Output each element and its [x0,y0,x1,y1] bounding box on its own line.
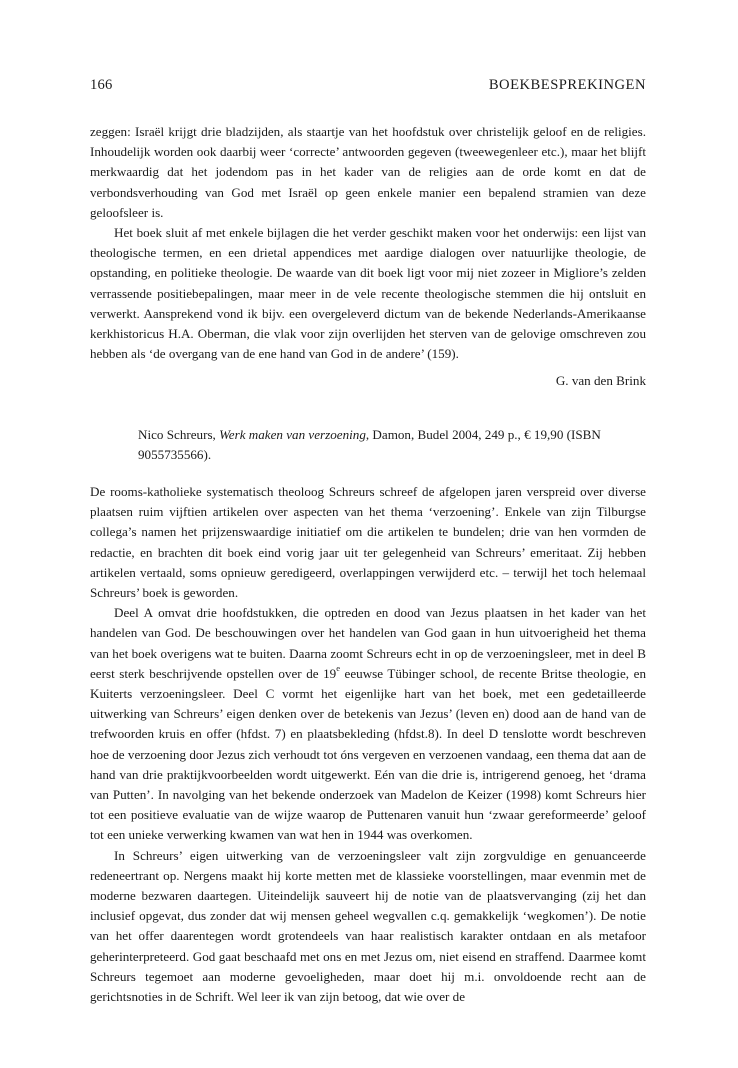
paragraph: In Schreurs’ eigen uitwerking van de verzoeningsleer valt zijn zorgvuldige en genuanceerde redeneertrant op. Nergens maakt hij korte metten met de klassieke voorstellingen, maar evenmin met de moderne bezwaren daartegen. Uiteindelijk sauveert hij de notie van de plaatsvervanging (zij het dan inclusief opgevat, dus zonder dat wij mensen geheel wegvallen c.q. gemakkelijk ‘wegkomen’). De notie van het offer daarentegen wordt grotendeels van haar realistisch karakter ontdaan en als metafoor geherinterpreteerd. God gaat beschaafd met ons en met Jezus om, niet eisend en straffend. Daarmee komt Schreurs tegemoet aan moderne gevoeligheden, maar doet hij m.i. onvoldoende recht aan de gerichtsnoties in de Schrift. Wel leer ik van zijn betoog, dat wie over de [90,847,646,1005]
citation-author: Nico Schreurs, [138,427,220,442]
running-title: BOEKBESPREKINGEN [488,77,646,93]
review-1-continuation [90,122,646,364]
paragraph: Het boek sluit af met enkele bijlagen die het verder geschikt maken voor het onderwijs: een lijst van theologische termen, en een drietal appendices met aardige dialogen over natuurlijke theologie, de opstanding, en politieke theologie. De waarde van dit boek ligt voor mij niet zozeer in Migliore’s zelden verrassende positiebepalingen, maar meer in de vele recente theologische stemmen die hij ontsluit en verwerkt. Aansprekend vond ik bijv. een overgeleverd dictum van de bekende Nederlands-Amerikaanse kerkhistoricus H.A. Oberman, die vlak voor zijn overlijden het sterven van de gelovige omschreven zou hebben als ‘de overgang van de ene hand van God in de andere’ (159). [90,225,646,362]
paragraph: zeggen: Israël krijgt drie bladzijden, als staartje van het hoofdstuk over christelijk geloof en de religies. Inhoudelijk worden ook daarbij weer ‘correcte’ antwoorden gegeven (tweewegenleer etc.), maar het blijft merkwaardig dat het jodendom pas in het kader van de religies aan de orde komt en dat de verbondsverhouding van God met Israël op geen enkele manier een bepalend stramien van deze geloofsleer is. [90,124,646,220]
paragraph-text: eeuwse Tübinger school, de recente Britse theologie, en Kuiterts verzoeningsleer. Deel C vormt het eigenlijke hart van het boek, met een gedetailleerde uitwerking van Schreurs’ eigen denken over de betekenis van Jezus’ (leven en) dood aan de hand van de trefwoorden kruis en offer (hfdst. 7) en plaatsbekleding (hfdst.8). In deel D tenslotte wordt beschreven hoe de verzoening door Jezus zich verhoudt tot óns vergeven en verzoenen vandaag, een thema dat aan de hand van drie praktijkvoorbeelden wordt uitgewerkt. Eén van die drie is, intrigerend genoeg, het ‘drama van Putten’. In navolging van het bekende onderzoek van Madelon de Keizer (1998) komt Schreurs hier tot een positieve evaluatie van de wijze waarop de Puttenaren vanuit hun ‘zwaar gereformeerde’ geloof tot een unieke verwerking kwamen van wat hen in 1944 was overkomen. [90,665,646,843]
paragraph: De rooms-katholieke systematisch theoloog Schreurs schreef de afgelopen jaren verspreid over diverse plaatsen ruim vijftien artikelen over aspecten van het thema ‘verzoening’. Enkele van zijn Tilburgse collega’s namen het prijzenswaardige initiatief om die artikelen te bundelen; drie van hen vormden de redactie, en brachten dit boek eind vorig jaar uit ter gelegenheid van Schreurs’ emeritaat. Zij hebben artikelen vertaald, soms opnieuw geredigeerd, overlappingen verwijderd etc. – terwijl het toch helemaal Schreurs’ boek is geworden. [90,484,646,601]
paragraph-text: Deel A omvat drie hoofdstukken, die optreden en dood van Jezus plaatsen in het kader van het handelen van God. De beschouwingen over het handelen van God gaan in hun uitvoerigheid het thema van het boek overigens wat te buiten. Daarna zoomt Schreurs echt in op de verzoeningsleer, met in deel B eerst sterk beschrijvende opstellen over de 19 [90,605,646,681]
book-citation [138,425,646,465]
page-number: 166 [90,77,113,93]
review-2-body [90,482,646,1007]
paragraph [90,603,646,845]
citation-details: , Damon, Budel 2004, 249 p., € 19,90 (ISBN 9055735566). [138,427,601,463]
reviewer-signature: G. van den Brink [555,373,646,388]
page-header [90,77,646,99]
superscript: e [336,663,340,674]
citation-title: Werk maken van verzoening [219,427,366,442]
